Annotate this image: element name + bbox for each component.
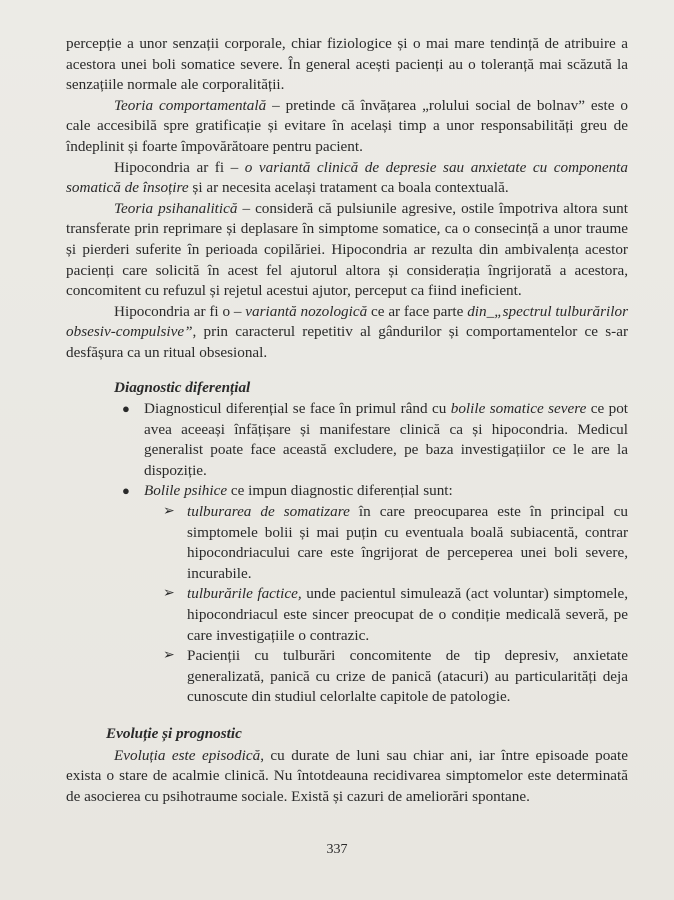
arrow-bullet-icon: ➢: [163, 648, 175, 664]
arrow-bullet-icon: ➢: [163, 586, 175, 602]
list-item: ● Bolile psihice ce impun diagnostic diferențial sunt: ➢ tulburarea de somatizare în care preocuparea este în principal cu simptomele bolii și mai puțin cu eventuala boală subiacentă, contrar hipocondriacului care este îngrijorat de perceperea unei boli severe, incurabile. ➢ tulburările factice, unde pacientul simulează (act voluntar) simptomele, hipocondriacul este sincer preocupat de o condiție medicală severă, pe care investigațiile o contrazic. ➢ Pacienții cu tulburări concomitente de tip depresiv, anxietate generalizată, panică cu crize de panică (atacuri) au particularități deja cunoscute din studiul celorlalte capitole de patologie.: [144, 481, 628, 708]
sublist-item: ➢ tulburarea de somatizare în care preocuparea este în principal cu simptomele bolii și mai puțin cu eventuala boală subiacentă, contrar hipocondriacului care este îngrijorat de perceperea unei boli severe, incurabile.: [163, 503, 628, 582]
section-heading-differential-diagnosis: Diagnostic diferențial: [114, 378, 251, 396]
page-body: [66, 34, 628, 807]
depression-variant-term: o variantă clinică de depresie sau anxietate cu componenta somatică de însoțire: [66, 158, 628, 197]
somatic-diseases-term: bolile somatice severe: [450, 400, 587, 418]
behavioral-theory-term: Teoria comportamentală: [114, 96, 267, 114]
episodic-evolution-term: Evoluția este episodică: [114, 746, 261, 764]
section-heading-evolution: Evoluție și prognostic: [106, 725, 242, 742]
arrow-bullet-icon: ➢: [163, 504, 175, 520]
list-item: ● Diagnosticul diferențial se face în primul rând cu bolile somatice severe ce pot avea aceeași înfățișare și manifestare clinică ca și hipocondria. Medicul generalist poate face această excludere, pe baza investigațiilor ce le are la dispoziție.: [122, 400, 629, 479]
psychiatric-differential-sublist: [144, 502, 628, 708]
bullet-icon: ●: [122, 401, 130, 417]
paragraph-behavioral-theory: Teoria comportamentală – pretinde că învățarea „rolului social de bolnav” este o cale accesibilă spre gratificație și evitare în același timp a unor responsabilități greu de îndeplinit și foarte împovărătoare pentru pacient.: [66, 96, 628, 155]
differential-diagnosis-list: [66, 399, 628, 708]
ocd-spectrum-term: din_„spectrul tulburărilor obsesiv-compulsive”: [66, 302, 628, 341]
paragraph-depression-variant: Hipocondria ar fi – o variantă clinică de depresie sau anxietate cu componenta somatică de însoțire și ar necesita același tratament ca boala contextuală.: [66, 158, 628, 197]
paragraph-evolution: Evoluția este episodică, cu durate de luni sau chiar ani, iar între episoade poate exista o stare de acalmie clinică. Nu întotdeauna recidivarea simptomelor este determinată de asocierea cu psihotraume sociale. Există și cazuri de ameliorări spontane.: [66, 746, 628, 805]
bullet-icon: ●: [122, 483, 130, 499]
psychoanalytic-theory-term: Teoria psihanalitică: [114, 199, 238, 217]
psychiatric-diseases-term: Bolile psihice: [144, 482, 228, 500]
sublist-item: ➢ tulburările factice, unde pacientul simulează (act voluntar) simptomele, hipocondriacul este sincer preocupat de o condiție medicală severă, pe care investigațiile o contrazic.: [163, 585, 629, 644]
paragraph-nosological-variant: Hipocondria ar fi o – variantă nozologică ce ar face parte din_„spectrul tulburărilor obsesiv-compulsive”, prin caracterul repetitiv al gândurilor și comportamentelor ce s-ar desfășura ca un ritual obsesional.: [66, 302, 628, 361]
paragraph-perception: percepție a unor senzații corporale, chiar fiziologice și o mai mare tendință de atribuire a acestora unei boli somatice severe. În general acești pacienți au o toleranță mai scăzută la senzațiile normale ale corporalității.: [66, 35, 628, 94]
somatization-disorder-term: tulburarea de somatizare: [187, 503, 350, 521]
sublist-item: ➢ Pacienții cu tulburări concomitente de tip depresiv, anxietate generalizată, panică cu crize de panică (atacuri) au particularități deja cunoscute din studiul celorlalte capitole de patologie.: [163, 647, 628, 706]
nosological-variant-term: variantă nozologică: [245, 302, 368, 320]
page-number: 337: [326, 842, 348, 857]
factitious-disorders-term: tulburările factice,: [187, 585, 302, 603]
paragraph-psychoanalytic-theory: Teoria psihanalitică – consideră că pulsiunile agresive, ostile împotriva altora sunt transferate prin reprimare și deplasare în simptome somatice, ca o consecință a unor traume și pierderi suferite în perioada copilăriei. Hipocondria ar rezulta din ambivalența acestor pacienți care solicită în acest fel ajutorul altora și considerația îngrijorată a acestora, concomitent cu refuzul și rejetul acestui ajutor, perceput ca fiind ineficient.: [66, 199, 628, 300]
